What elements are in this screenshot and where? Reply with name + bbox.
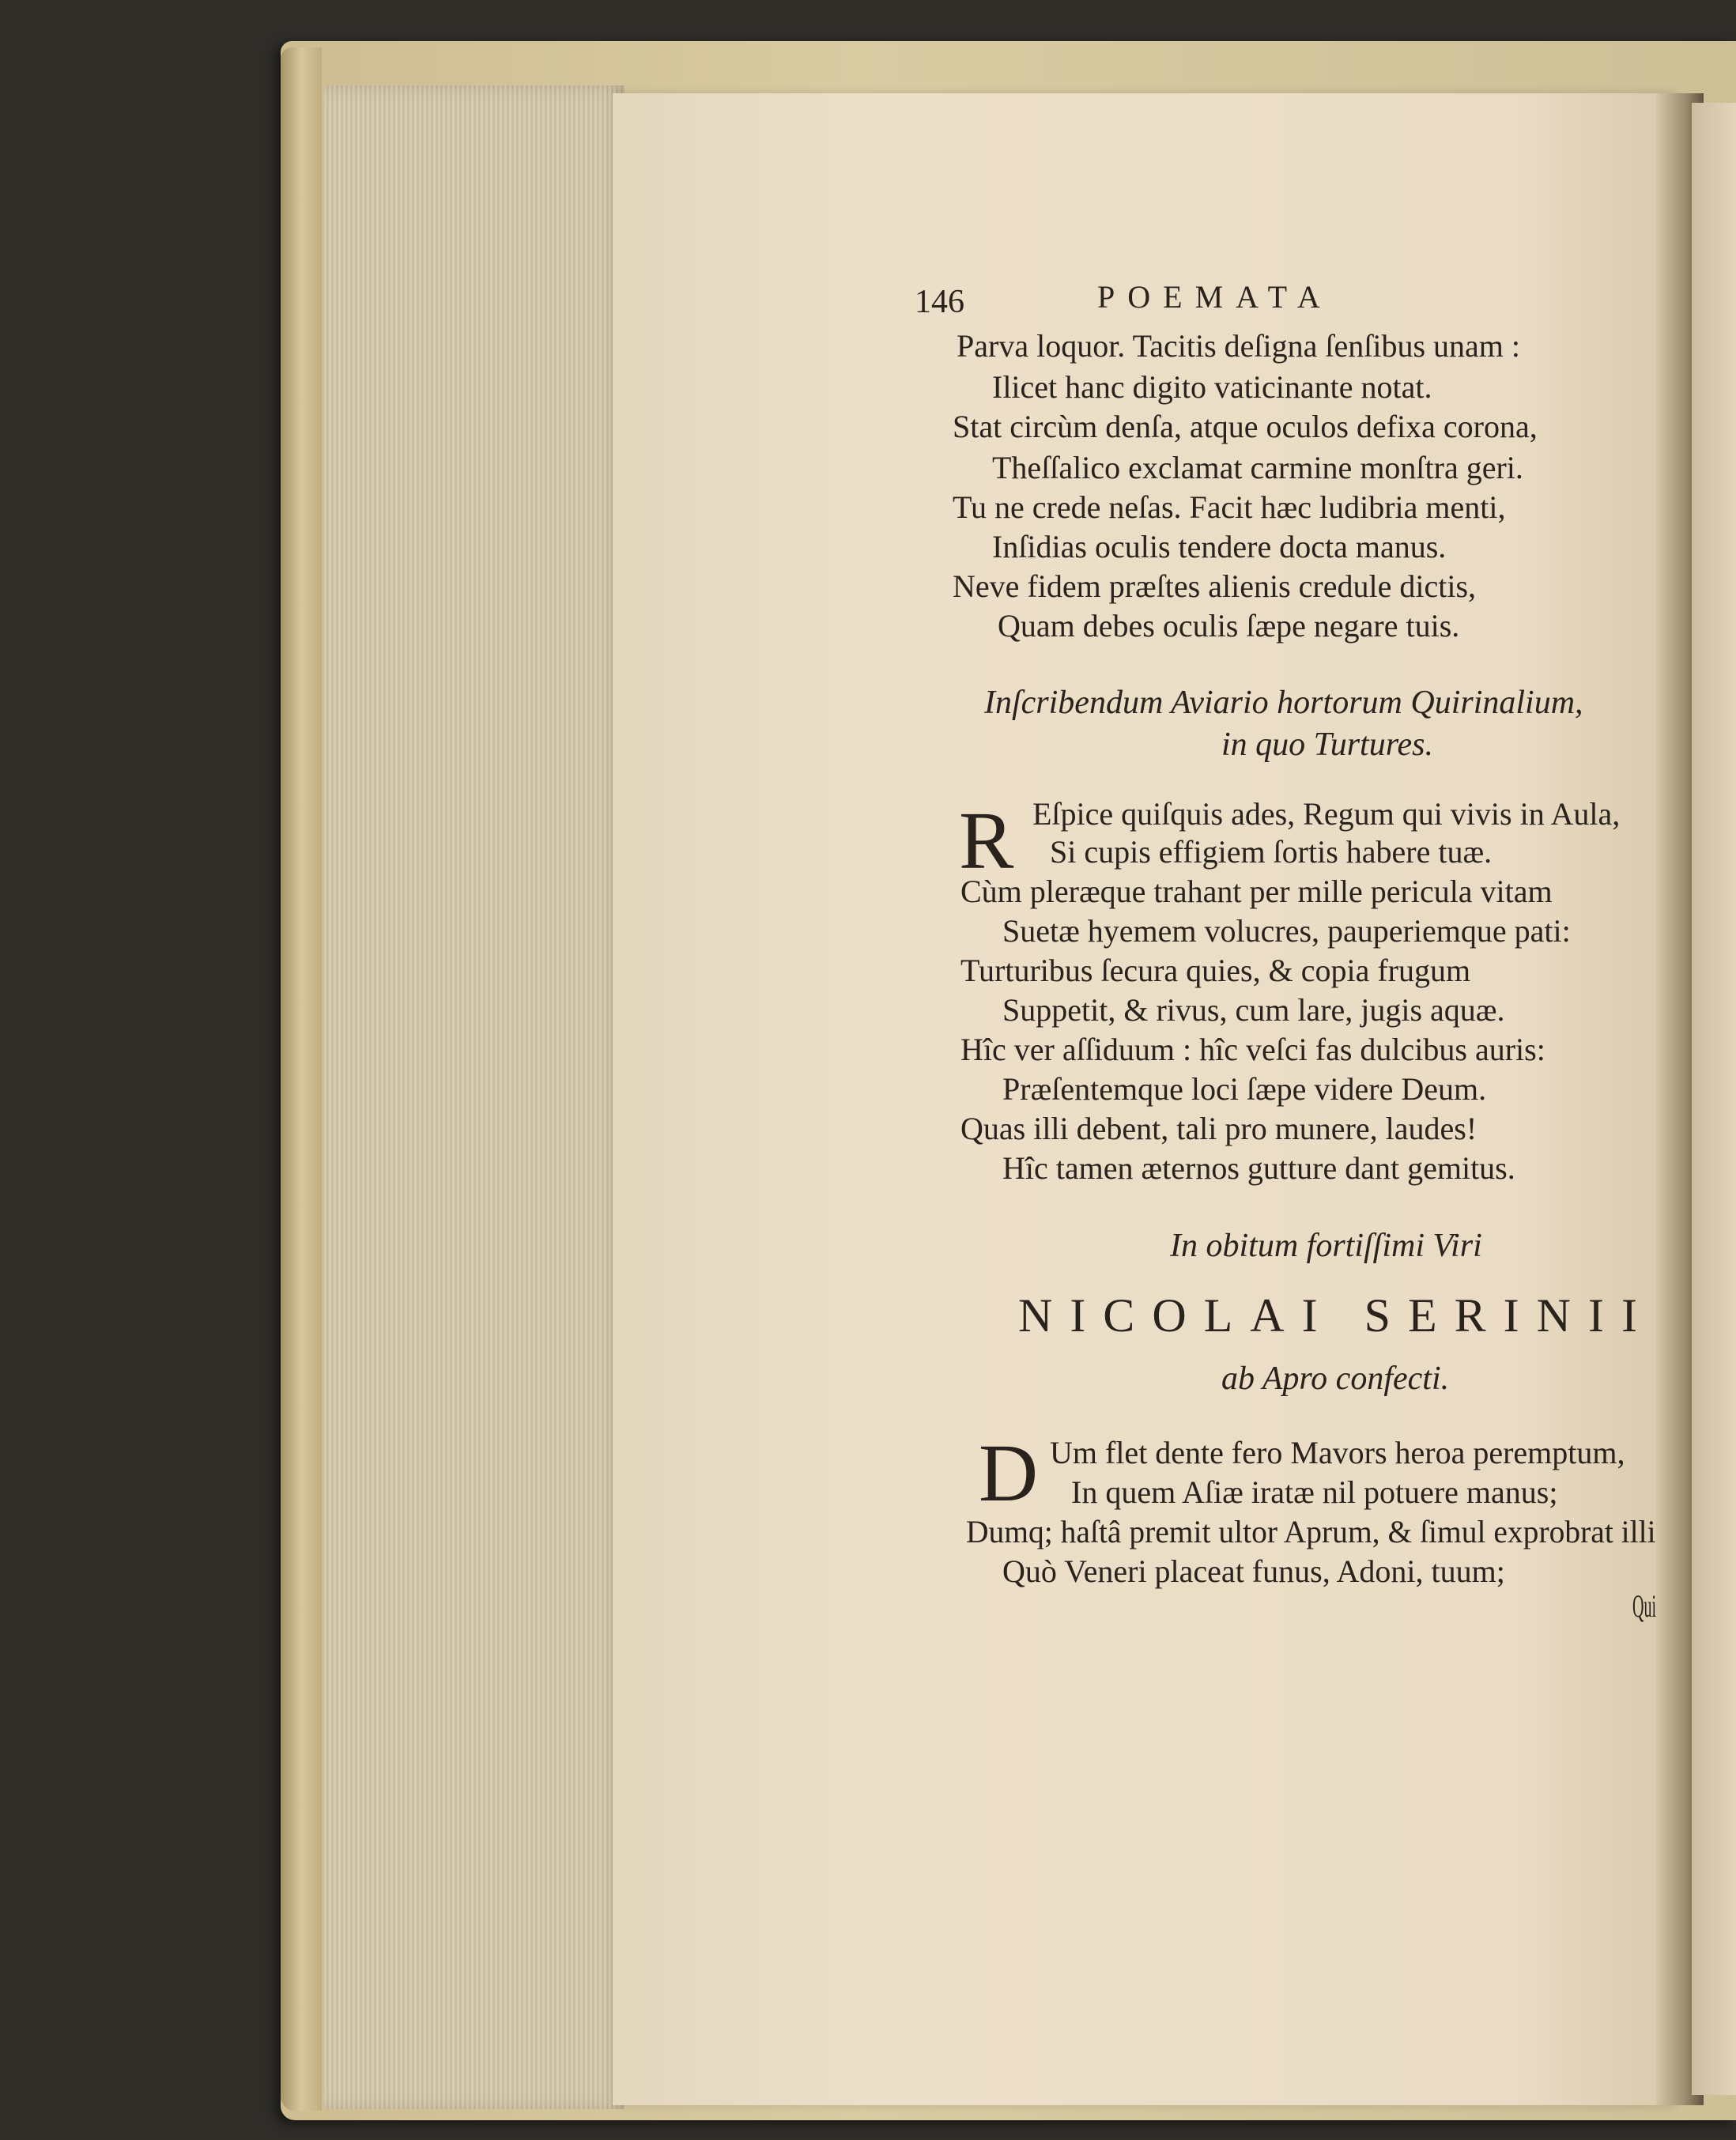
verse-line: Turturibus ſecura quies, & copia frugum — [960, 953, 1471, 988]
verse-line: Ilicet hanc digito vaticinante notat. — [992, 369, 1432, 405]
verse-line: Suppetit, & rivus, cum lare, jugis aquæ. — [1002, 992, 1505, 1028]
verse-line: Hîc tamen æternos gutture dant gemitus. — [1002, 1150, 1515, 1186]
verse-line: Quam debes oculis ſæpe negare tuis. — [998, 608, 1460, 644]
verse-line: Parva loquor. Tacitis deſigna ſenſibus unam : — [957, 328, 1521, 364]
verse-line: Eſpice quiſquis ades, Regum qui vivis in Aula, — [1032, 796, 1621, 832]
verse-line: Dumq; haſtâ premit ultor Aprum, & ſimul exprobrat illi — [966, 1514, 1656, 1549]
verse-line: Quas illi debent, tali pro munere, laudes! — [960, 1111, 1477, 1146]
verse-line: Inſidias oculis tendere docta manus. — [992, 529, 1447, 564]
verse-line: Neve fidem præſtes alienis credule dictis, — [953, 568, 1477, 604]
verse-line: Tu ne crede neſas. Facit hæc ludibria menti, — [953, 489, 1506, 525]
verse-line: Si cupis effigiem ſortis habere tuæ. — [1050, 834, 1493, 870]
poem-subtitle: ab Apro confecti. — [1221, 1361, 1450, 1397]
page-number: 146 — [915, 284, 964, 320]
running-head: POEMATA — [1097, 279, 1333, 315]
poem-title: Inſcribendum Aviario hortorum Quirinalium, — [984, 685, 1583, 721]
poem-subtitle: in quo Turtures. — [1221, 727, 1433, 763]
verse-line: Stat circùm denſa, atque oculos defixa corona, — [953, 409, 1538, 444]
verse-line: Hîc ver aſſiduum : hîc veſci fas dulcibus auris: — [960, 1032, 1545, 1067]
verse-line: Cùm pleræque trahant per mille pericula vitam — [960, 874, 1553, 909]
facing-page-edge — [1692, 103, 1736, 2095]
verse-line: Um flet dente fero Mavors heroa peremptum, — [1050, 1435, 1625, 1470]
drop-cap: R — [959, 795, 1014, 886]
poem-title: In obitum fortiſſimi Viri — [1170, 1228, 1482, 1264]
book-spine-edge — [281, 47, 322, 2111]
verse-line: In quem Aſiæ iratæ nil potuere manus; — [1071, 1474, 1558, 1510]
drop-cap: D — [979, 1428, 1039, 1519]
verse-line: Theſſalico exclamat carmine monſtra geri. — [992, 450, 1523, 485]
verse-line: Quò Veneri placeat funus, Adoni, tuum; — [1002, 1553, 1505, 1589]
poem-title-name: NICOLAI SERINII — [1018, 1289, 1655, 1342]
catchword: Qui — [1632, 1588, 1656, 1624]
verse-line: Præſentemque loci ſæpe videre Deum. — [1002, 1071, 1487, 1107]
page-edges — [324, 85, 625, 2109]
verse-line: Suetæ hyemem volucres, pauperiemque pati: — [1002, 913, 1571, 949]
